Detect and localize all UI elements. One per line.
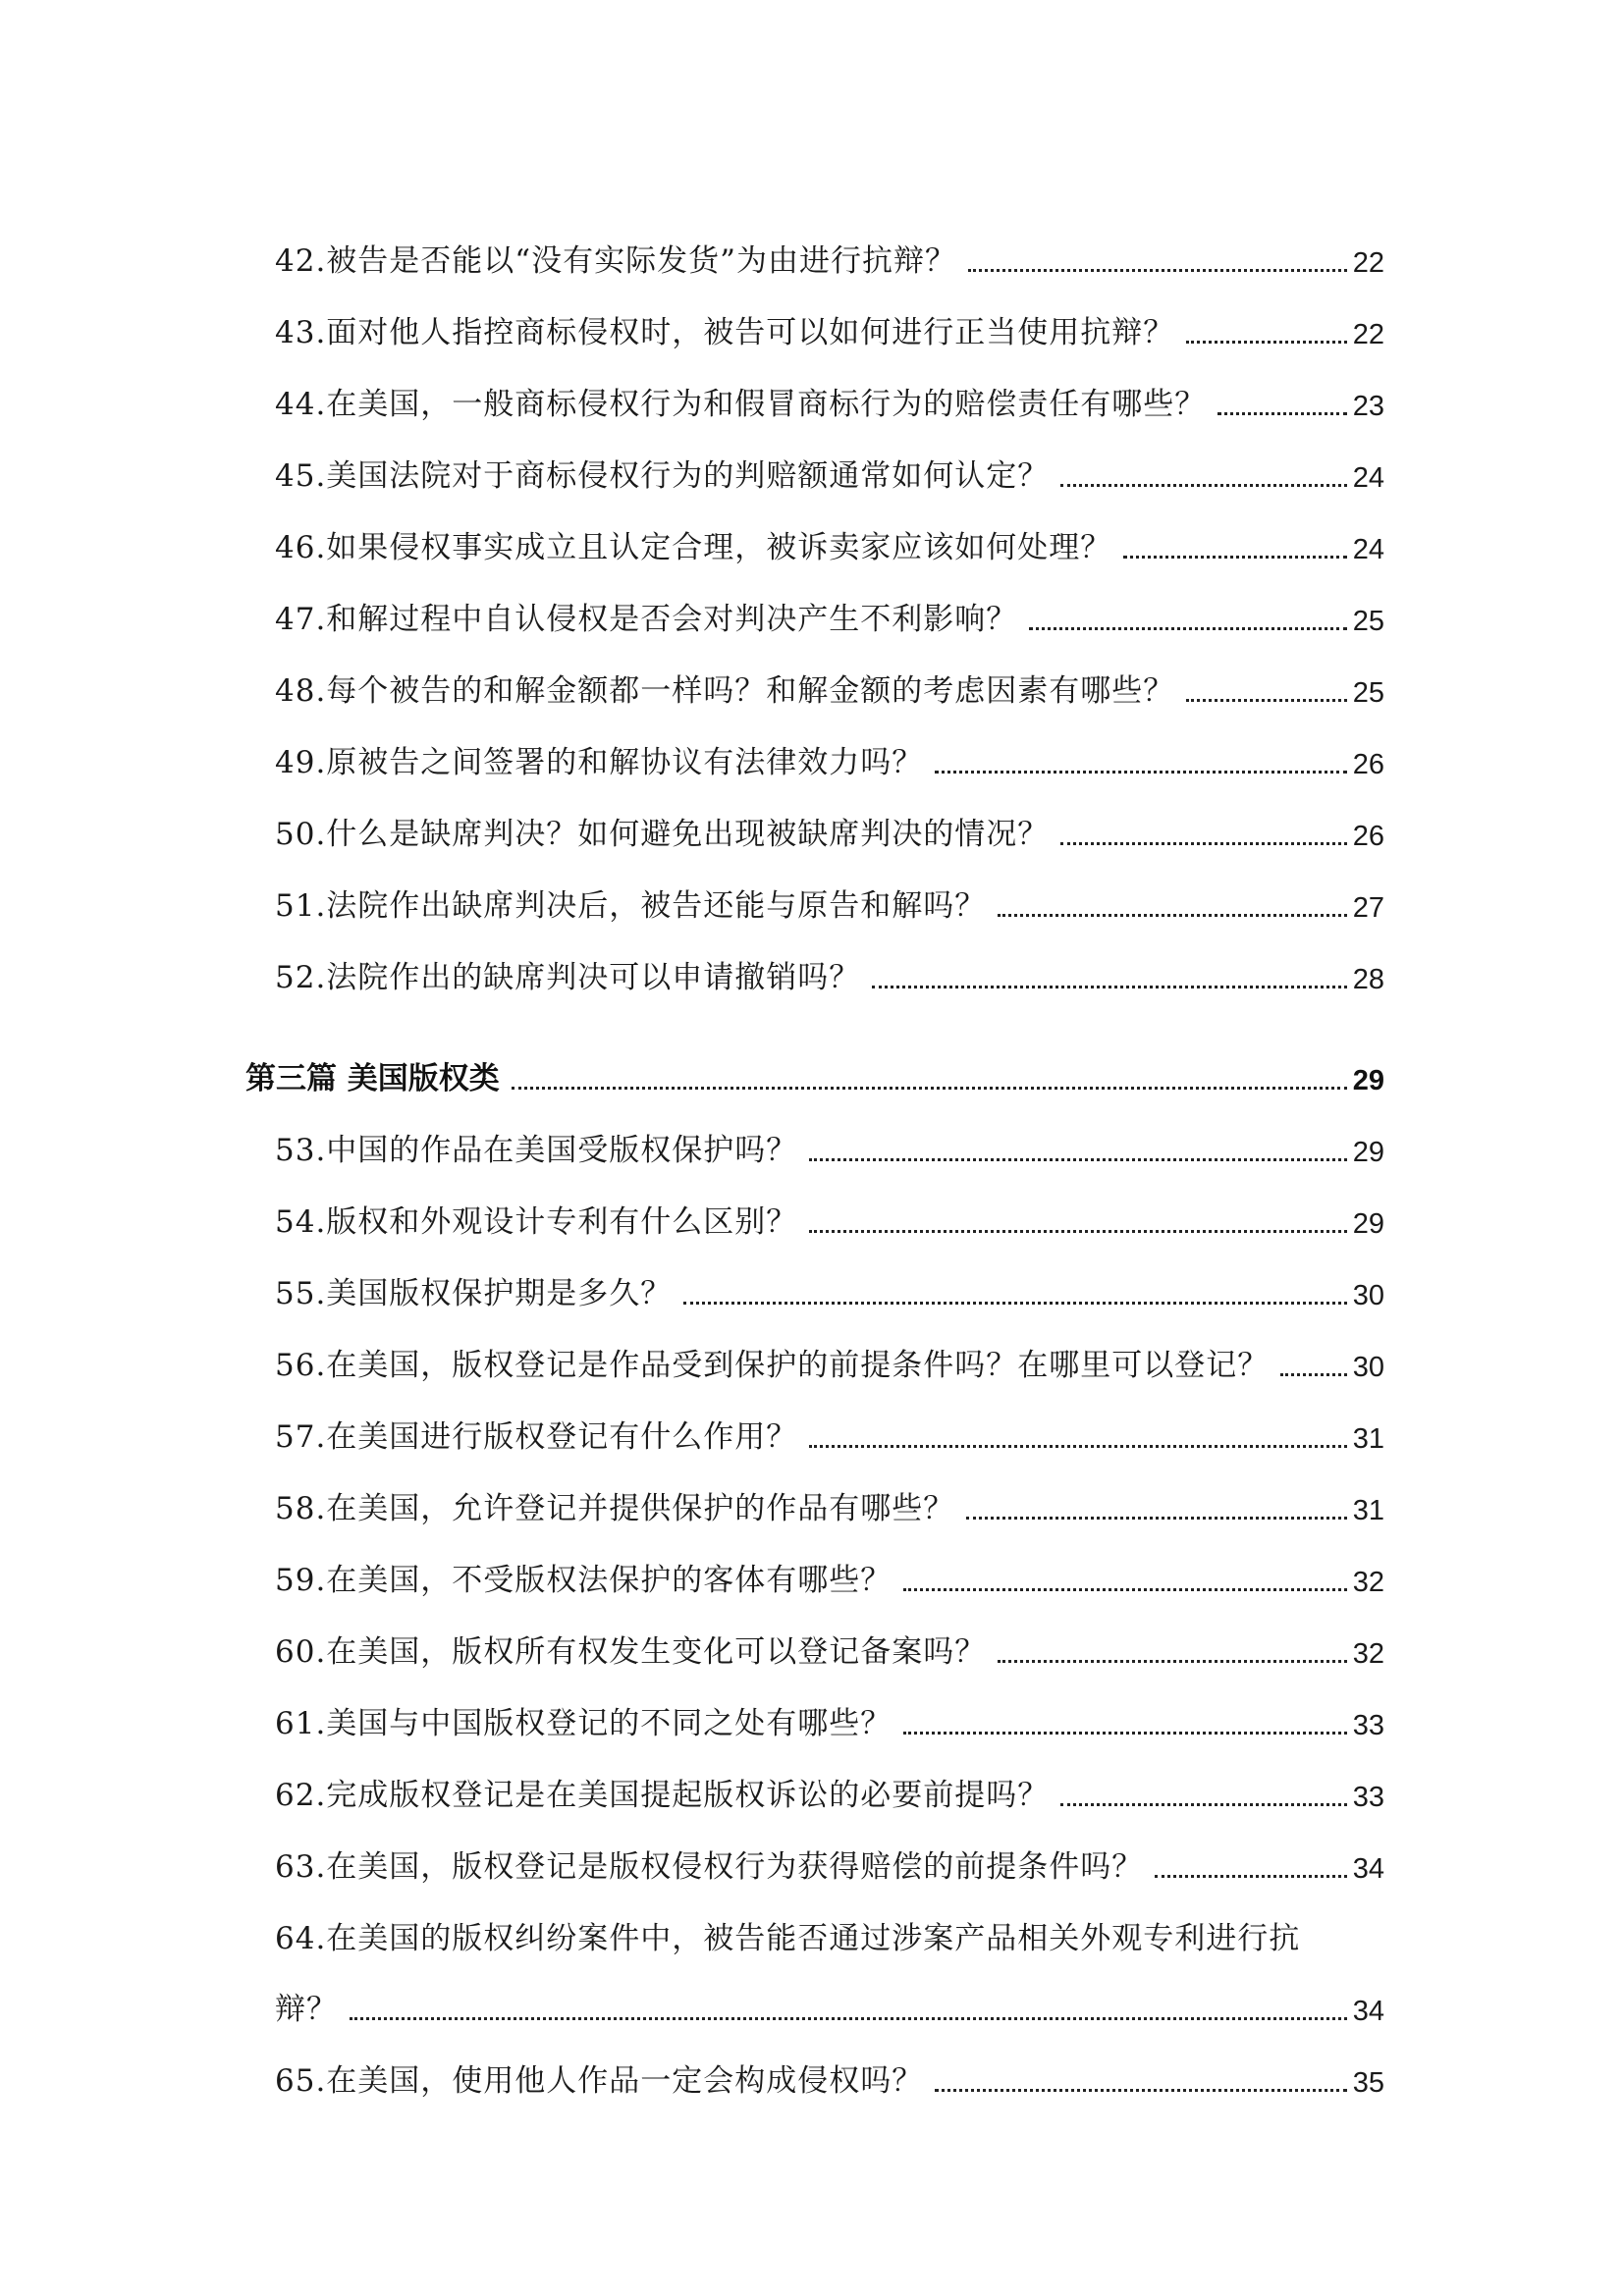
toc-page-number: 33 [1352,1710,1384,1741]
toc-entry-title: 48.每个被告的和解金额都一样吗？和解金额的考虑因素有哪些？ [275,673,1175,709]
dot-leader [1123,556,1346,559]
toc-entry-title: 65.在美国，使用他人作品一定会构成侵权吗？ [275,2063,924,2099]
dot-leader [683,1302,1346,1305]
toc-entry-61[interactable] [275,1681,1384,1752]
toc-entry-title: 43.面对他人指控商标侵权时，被告可以如何进行正当使用抗辩？ [275,315,1175,350]
toc-entry-55[interactable] [275,1251,1384,1322]
dot-leader [1280,1373,1346,1376]
section-title: 第三篇 美国版权类 [245,1061,500,1096]
dot-leader [350,2017,1347,2020]
toc-entry-title: 46.如果侵权事实成立且认定合理，被诉卖家应该如何处理？ [275,530,1112,565]
toc-entry-60[interactable] [275,1609,1384,1681]
toc-entry-47[interactable] [275,576,1384,648]
toc-page-number: 31 [1352,1423,1384,1455]
toc-entry-title: 60.在美国，版权所有权发生变化可以登记备案吗？ [275,1634,987,1670]
toc-entry-50[interactable] [275,791,1384,863]
toc-entry-53[interactable] [275,1107,1384,1179]
toc-entry-line [275,1967,1384,2038]
toc-page-number: 25 [1352,677,1384,709]
toc-entry-59[interactable] [275,1537,1384,1609]
toc-entry-title: 56.在美国，版权登记是作品受到保护的前提条件吗？在哪里可以登记？ [275,1348,1270,1383]
dot-leader [872,986,1346,988]
toc-entry-54[interactable] [275,1179,1384,1251]
dot-leader [1217,412,1346,415]
toc-entry-title: 49.原被告之间签署的和解协议有法律效力吗？ [275,745,924,780]
toc-entry-title: 61.美国与中国版权登记的不同之处有哪些？ [275,1706,893,1741]
dot-leader [809,1158,1346,1161]
toc-entry-62[interactable] [275,1752,1384,1824]
dot-leader [1060,842,1346,845]
toc-entry-42[interactable] [275,218,1384,290]
dot-leader [998,1660,1346,1663]
toc-entry-title: 45.美国法院对于商标侵权行为的判赔额通常如何认定？ [275,458,1050,494]
toc-entry-46[interactable] [275,505,1384,576]
toc-page-number: 34 [1352,1996,1384,2027]
toc-entry-title: 53.中国的作品在美国受版权保护吗？ [275,1133,798,1168]
dot-leader [1155,1875,1346,1878]
toc-entry-57[interactable] [275,1394,1384,1466]
toc-page-number: 25 [1352,606,1384,637]
toc-entry-63[interactable] [275,1824,1384,1896]
dot-leader [1029,627,1346,630]
toc-page-number: 24 [1352,534,1384,565]
toc-page-number: 22 [1352,319,1384,350]
toc-section-heading[interactable] [245,1006,1384,1107]
dot-leader [968,269,1347,272]
toc-entry-title: 62.完成版权登记是在美国提起版权诉讼的必要前提吗？ [275,1778,1050,1813]
toc-entry-48[interactable] [275,648,1384,720]
dot-leader [1186,699,1346,702]
toc-page-number: 26 [1352,821,1384,852]
table-of-contents [245,218,1384,2109]
toc-entry-45[interactable] [275,433,1384,505]
toc-entry-title: 58.在美国，允许登记并提供保护的作品有哪些？ [275,1491,955,1526]
toc-entry-49[interactable] [275,720,1384,791]
toc-page-number: 30 [1352,1280,1384,1311]
dot-leader [903,1732,1346,1735]
toc-page-number: 23 [1352,391,1384,422]
toc-page-number: 27 [1352,892,1384,924]
toc-entry-title-continued: 辩？ [275,1992,338,2027]
toc-page-number: 29 [1352,1137,1384,1168]
toc-page-number: 28 [1352,964,1384,995]
toc-entry-64[interactable] [275,1896,1384,2038]
dot-leader [1060,484,1346,487]
dot-leader [935,2089,1346,2092]
toc-entry-44[interactable] [275,361,1384,433]
toc-entry-title: 63.在美国，版权登记是版权侵权行为获得赔偿的前提条件吗？ [275,1849,1144,1885]
toc-entry-title: 59.在美国，不受版权法保护的客体有哪些？ [275,1563,893,1598]
toc-page-number: 31 [1352,1495,1384,1526]
toc-page-number: 24 [1352,462,1384,494]
toc-entry-title: 55.美国版权保护期是多久？ [275,1276,673,1311]
toc-page-number: 29 [1352,1065,1384,1096]
toc-entry-title: 52.法院作出的缺席判决可以申请撤销吗？ [275,960,861,995]
dot-leader [1186,341,1346,344]
toc-entry-56[interactable] [275,1322,1384,1394]
toc-entry-title: 47.和解过程中自认侵权是否会对判决产生不利影响？ [275,602,1018,637]
toc-page-number: 33 [1352,1782,1384,1813]
toc-page-number: 30 [1352,1352,1384,1383]
dot-leader [1060,1803,1346,1806]
toc-page-number: 29 [1352,1208,1384,1240]
toc-entry-52[interactable] [275,934,1384,1006]
toc-entry-title: 64.在美国的版权纠纷案件中，被告能否通过涉案产品相关外观专利进行抗 [275,1921,1301,1956]
toc-page-number: 22 [1352,247,1384,279]
toc-entry-58[interactable] [275,1466,1384,1537]
toc-entry-title: 44.在美国，一般商标侵权行为和假冒商标行为的赔偿责任有哪些？ [275,387,1207,422]
dot-leader [512,1087,1347,1090]
toc-page-number: 34 [1352,1853,1384,1885]
dot-leader [966,1517,1346,1520]
toc-entry-51[interactable] [275,863,1384,934]
toc-entry-65[interactable] [275,2038,1384,2109]
dot-leader [809,1445,1346,1448]
toc-entry-title: 50.什么是缺席判决？如何避免出现被缺席判决的情况？ [275,817,1050,852]
toc-entry-title: 54.版权和外观设计专利有什么区别？ [275,1204,798,1240]
dot-leader [903,1588,1346,1591]
toc-entry-line [275,1896,1384,1967]
toc-page-number: 32 [1352,1638,1384,1670]
toc-entry-title: 57.在美国进行版权登记有什么作用？ [275,1419,798,1455]
dot-leader [998,914,1346,917]
dot-leader [935,771,1346,774]
dot-leader [809,1230,1346,1233]
toc-entry-title: 42.被告是否能以“没有实际发货”为由进行抗辩？ [275,243,956,279]
toc-entry-title: 51.法院作出缺席判决后，被告还能与原告和解吗？ [275,888,987,924]
toc-page-number: 26 [1352,749,1384,780]
toc-page-number: 32 [1352,1567,1384,1598]
toc-entry-43[interactable] [275,290,1384,361]
toc-page-number: 35 [1352,2067,1384,2099]
